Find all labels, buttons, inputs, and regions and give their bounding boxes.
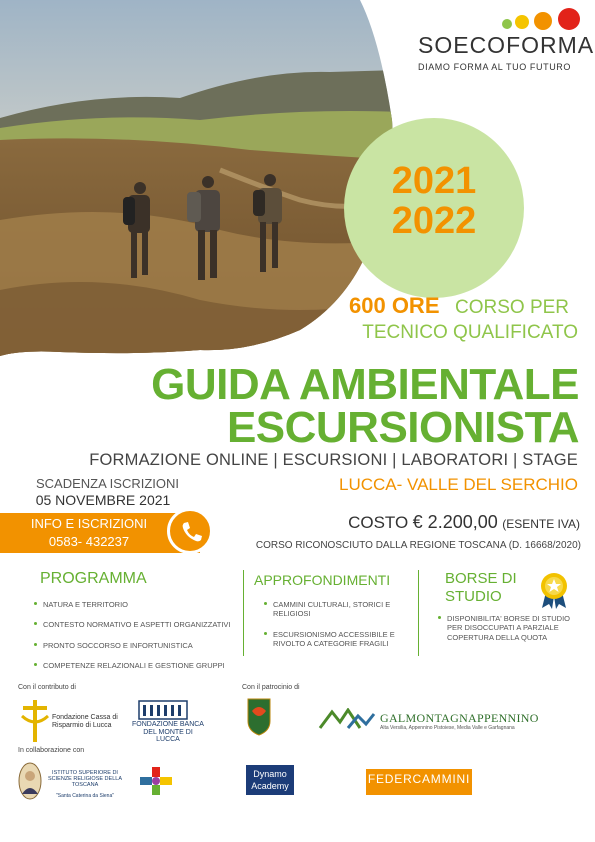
- recognition-note: CORSO RICONOSCIUTO DALLA REGIONE TOSCANA (D. 16668/2020): [255, 540, 581, 551]
- fondazione-monte-name: FONDAZIONE BANCA DEL MONTE DI LUCCA: [132, 721, 204, 744]
- award-badge-icon: [534, 570, 574, 610]
- istituto-subtitle: "Santa Caterina da Siena": [55, 793, 115, 799]
- hikers-landscape-photo: [0, 0, 400, 358]
- list-item: PRONTO SOCCORSO E INFORTUNISTICA: [32, 641, 242, 650]
- column-divider: [418, 570, 419, 656]
- municipal-coat-of-arms-icon: [246, 697, 272, 737]
- list-item: CAMMINI CULTURALI, STORICI E RELIGIOSI: [262, 600, 412, 619]
- column-divider: [243, 570, 244, 656]
- cost-value: € 2.200,00: [412, 512, 498, 532]
- course-title-line-1: GUIDA AMBIENTALE: [151, 360, 579, 409]
- borse-list: [436, 614, 584, 653]
- dot-green-icon: [502, 19, 512, 29]
- course-location: LUCCA- VALLE DEL SERCHIO: [338, 475, 578, 494]
- course-type-line-2: TECNICO QUALIFICATO: [362, 322, 578, 343]
- year-start: 2021: [391, 160, 477, 202]
- programma-heading: PROGRAMMA: [40, 570, 147, 587]
- istituto-name: ISTITUTO SUPERIORE DI SCIENZE RELIGIOSE DELLA TOSCANA: [48, 770, 122, 789]
- info-phone[interactable]: 0583- 432237: [48, 534, 130, 549]
- course-hours: 600 ORE: [349, 293, 440, 318]
- brand-name: SOECOFORMA: [418, 32, 595, 58]
- borse-heading: [445, 570, 517, 606]
- list-item: COMPETENZE RELAZIONALI E GESTIONE GRUPPI: [32, 661, 242, 670]
- gal-subtitle: Alta Versilia, Appennino Pistoiese, Media Valle e Garfagnana: [380, 725, 515, 731]
- gal-name: GALMONTAGNAPPENNINO: [380, 711, 539, 725]
- list-item: DISPONIBILITA' BORSE DI STUDIO PER DISOCCUPATI A PARZIALE COPERTURA DELLA QUOTA: [436, 614, 584, 642]
- list-item: NATURA E TERRITORIO: [32, 600, 242, 609]
- dot-red-icon: [558, 8, 580, 30]
- fondazione-lucca-name: Fondazione Cassa di Risparmio di Lucca: [52, 714, 118, 729]
- course-type-line-1: CORSO PER: [455, 297, 570, 318]
- course-activities: FORMAZIONE ONLINE | ESCURSIONI | LABORATORI | STAGE: [89, 451, 578, 469]
- approfondimenti-heading: APPROFONDIMENTI: [254, 572, 391, 588]
- info-label: INFO E ISCRIZIONI: [30, 516, 148, 531]
- list-item: CONTESTO NORMATIVO E ASPETTI ORGANIZZATIVI: [32, 620, 242, 629]
- patrocinio-label: Con il patrocinio di: [242, 684, 300, 691]
- dot-yellow-icon: [515, 15, 529, 29]
- cost-note: (ESENTE IVA): [502, 517, 580, 531]
- phone-icon[interactable]: [167, 508, 213, 554]
- contributo-label: Con il contributo di: [18, 684, 76, 691]
- gal-mountain-logo-icon: [318, 708, 378, 730]
- dot-orange-icon: [534, 12, 552, 30]
- approfondimenti-list: [262, 600, 412, 660]
- partner-colorful-logo-icon: [136, 765, 176, 801]
- dynamo-academy-logo: Dynamo Academy: [246, 765, 294, 795]
- cost-label: COSTO: [348, 513, 409, 532]
- deadline-label: SCADENZA ISCRIZIONI: [35, 476, 180, 491]
- borse-heading-line-2: STUDIO: [445, 588, 502, 605]
- fondazione-monte-building-icon: [138, 700, 188, 720]
- collaborazione-label: In collaborazione con: [18, 747, 85, 754]
- borse-heading-line-1: BORSE DI: [445, 570, 517, 587]
- fondazione-cr-lucca-logo-icon: [18, 698, 52, 744]
- brand-tagline: DIAMO FORMA AL TUO FUTURO: [418, 62, 572, 72]
- cost: [300, 512, 580, 533]
- istituto-saint-portrait-icon: [18, 762, 42, 800]
- year-end: 2022: [391, 200, 477, 242]
- list-item: ESCURSIONISMO ACCESSIBILE E RIVOLTO A CATEGORIE FRAGILI: [262, 630, 412, 649]
- deadline-date: 05 NOVEMBRE 2021: [35, 492, 171, 508]
- programma-list: [32, 600, 242, 682]
- course-title-line-2: ESCURSIONISTA: [226, 403, 579, 452]
- federcammini-name: FEDERCAMMINI: [367, 772, 471, 786]
